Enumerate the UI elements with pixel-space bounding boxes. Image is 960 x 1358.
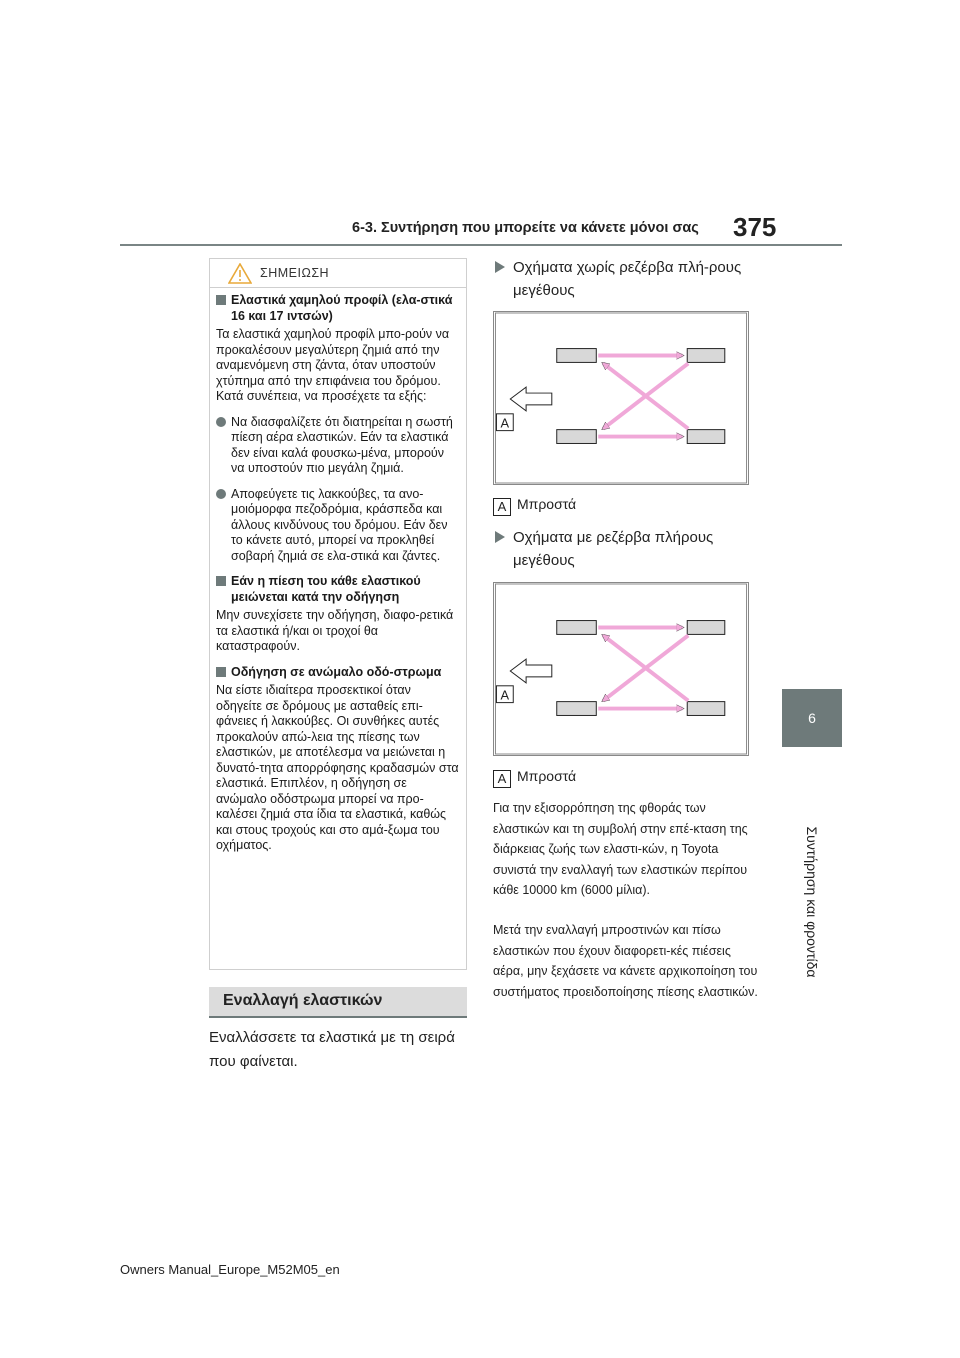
vehicle-type-item: Οχήματα χωρίς ρεζέρβα πλή-ρους μεγέθους: [495, 256, 755, 304]
note-subheading: Ελαστικά χαμηλού προφίλ (ελα-στικά 16 και 17 ιντσών): [216, 293, 460, 324]
diagram-label: A: [500, 687, 510, 703]
note-body: [216, 293, 460, 864]
footer-doc-id: Owners Manual_Europe_M52M05_en: [120, 1262, 340, 1277]
caption-letter: A: [493, 498, 511, 516]
section-title-bar: [209, 987, 467, 1018]
note-heading: ΣΗΜΕΙΩΣΗ: [260, 266, 330, 280]
page-number: 375: [733, 212, 777, 242]
caption-letter: A: [493, 770, 511, 788]
note-box: [209, 258, 467, 970]
section-header-title: 6-3. Συντήρηση που μπορείτε να κάνετε μόνοι σας: [352, 220, 699, 236]
diagram-label: A: [500, 415, 510, 431]
warning-triangle-icon: [228, 263, 252, 284]
chapter-tab[interactable]: 6: [782, 689, 842, 747]
rotation-advice-paragraph: Για την εξισορρόπηση της φθοράς των ελαστικών και τη συμβολή στην επέ-κταση της διάρκειας ζωής των ελαστι-κών, η Toyota συνιστά την εναλλαγή των ελαστικών περίπου κάθε 10000 km (6000 μίλια).: [493, 801, 748, 897]
header-divider: [120, 244, 842, 246]
vehicle-type-item: Οχήματα με ρεζέρβα πλήρους μεγέθους: [495, 526, 755, 574]
rotation-warning-paragraph: Μετά την εναλλαγή μπροστινών και πίσω ελαστικών που έχουν διαφορετι-κές πιέσεις αέρα, μην ξεχάσετε να κάνετε αρχικοποίηση του συστήματος προειδοποίησης πίεσης ελαστικών.: [493, 923, 758, 999]
tire-front-left: [557, 621, 597, 635]
diagram-caption: A Μπροστά: [493, 768, 576, 788]
triangle-bullet-icon: [495, 261, 505, 273]
tire-front-right: [687, 621, 725, 635]
note-subheading: Εάν η πίεση του κάθε ελαστικού μειώνεται κατά την οδήγηση: [216, 574, 460, 605]
diagram-caption: A Μπροστά: [493, 496, 576, 516]
note-paragraph: Μην συνεχίσετε την οδήγηση, διαφο-ρετικά τα ελαστικά ή/και οι τροχοί θα καταστραφούν.: [216, 608, 454, 653]
rotation-diagram: [493, 582, 749, 756]
square-bullet-icon: [216, 576, 226, 586]
note-header: [210, 259, 466, 288]
note-bullet: Να διασφαλίζετε ότι διατηρείται η σωστή πίεση αέρα ελαστικών. Εάν τα ελαστικά δεν είναι καλά φουσκω-μένα, μπορούν να υποστούν πιο μεγάλη ζημιά.: [216, 415, 460, 477]
tire-rear-left: [557, 430, 597, 444]
round-bullet-icon: [216, 489, 226, 499]
tire-rear-left: [557, 702, 597, 716]
triangle-bullet-icon: [495, 531, 505, 543]
square-bullet-icon: [216, 295, 226, 305]
note-paragraph: Να είστε ιδιαίτερα προσεκτικοί όταν οδηγείτε σε δρόμους με ασταθείς επι-φάνειες ή λακκούβες. Οι συνθήκες αυτές προκαλούν απώ-λεια της πίεσης των ελαστικών, με αποτέλεσμα να μειώνεται η δυνατό-τητα απορρόφησης κραδασμών στα ελαστικά. Επιπλέον, η οδήγηση σε ανώμαλο οδόστρωμα μπορεί να προ-καλέσει ζημιά στα ίδια τα ελαστικά, καθώς και στους τροχούς και στο αμά-ξωμα του οχήματος.: [216, 683, 459, 852]
tire-front-left: [557, 349, 597, 363]
note-bullet: Αποφεύγετε τις λακκούβες, τα ανο-μοιόμορφα πεζοδρόμια, κράσπεδα και άλλους κινδύνους του δρόμου. Εάν δεν το κάνετε αυτό, μπορεί να προκληθεί σοβαρή ζημιά σε ελα-στικά και ζάντες.: [216, 487, 460, 565]
note-subheading: Οδήγηση σε ανώμαλο οδό-στρωμα: [216, 665, 460, 681]
rotation-diagram: [493, 311, 749, 485]
square-bullet-icon: [216, 667, 226, 677]
note-paragraph: Τα ελαστικά χαμηλού προφίλ μπο-ρούν να προκαλέσουν μεγαλύτερη ζημιά από την αναμενόμενη στη ζάντα, όταν υποστούν χτύπημα από την επιφάνεια του δρόμου. Κατά συνέπεια, να προσέχετε τα εξής:: [216, 327, 450, 403]
section-intro: Εναλλάσσετε τα ελαστικά με τη σειρά που φαίνεται.: [209, 1029, 455, 1070]
tire-front-right: [687, 349, 725, 363]
section-title: Εναλλαγή ελαστικών: [223, 992, 383, 1009]
tire-rear-right: [687, 702, 725, 716]
round-bullet-icon: [216, 417, 226, 427]
chapter-label: Συντήρηση και φροντίδα: [804, 826, 820, 978]
tire-rear-right: [687, 430, 725, 444]
